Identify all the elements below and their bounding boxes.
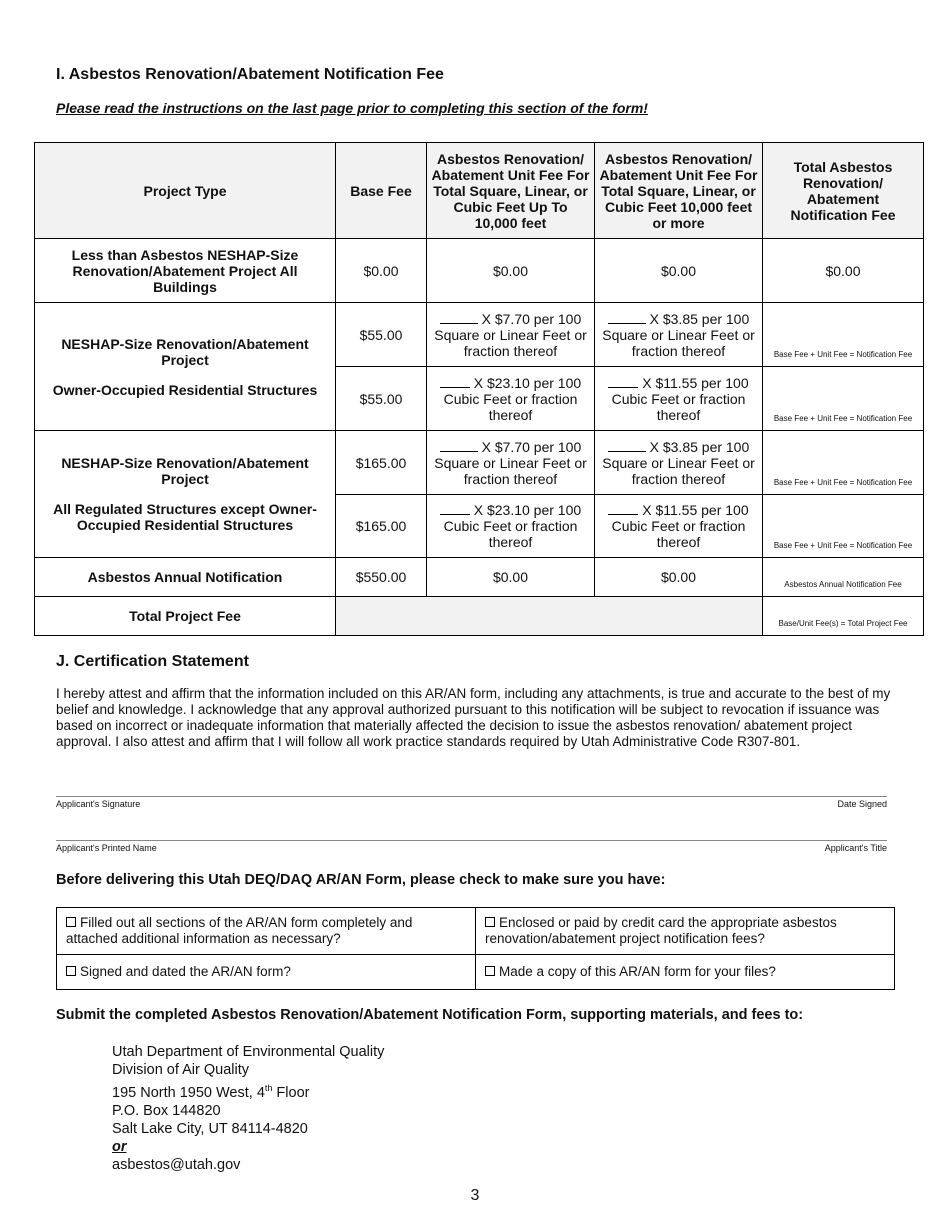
regulated-r1-over: X $3.85 per 100 Square or Linear Feet or fraction thereof [602,438,755,487]
applicant-title-label: Applicant's Title [824,843,887,853]
checkbox-icon[interactable] [485,917,495,927]
printed-name-label: Applicant's Printed Name [56,843,157,853]
address-floor: Floor [272,1084,310,1101]
address-street: 195 North 1950 West, 4 [112,1084,265,1101]
regulated-r2-over-blank[interactable] [608,502,638,515]
row-small-under: $0.00 [427,239,595,303]
regulated-type-b: All Regulated Structures except Owner-Occupied Residential Structures [53,501,317,533]
table-row [35,597,924,636]
row-total-type: Total Project Fee [35,597,336,636]
regulated-r1-over-blank[interactable] [608,439,646,452]
residential-type-a: NESHAP-Size Renovation/Abatement Project [61,335,309,368]
header-project-type: Project Type [35,143,336,239]
checkbox-icon[interactable] [485,966,495,976]
residential-r2-under: X $23.10 per 100 Cubic Feet or fraction thereof [443,374,582,423]
residential-r1-total[interactable]: Base Fee + Unit Fee = Notification Fee [763,303,924,367]
residential-r2-total[interactable]: Base Fee + Unit Fee = Notification Fee [763,367,924,431]
table-row [57,955,895,990]
row-annual-type: Asbestos Annual Notification [35,558,336,597]
checklist-item-label: Enclosed or paid by credit card the appropriate asbestos renovation/abatement project notification fees? [485,915,837,946]
row-small-type: Less than Asbestos NESHAP-Size Renovation/Abatement Project All Buildings [35,239,336,303]
regulated-r2-under-cell [427,495,595,558]
checklist-heading: Before delivering this Utah DEQ/DAQ AR/AN Form, please check to make sure you have: [56,872,666,888]
residential-r2-over-cell [595,367,763,431]
row-total-total[interactable]: Base/Unit Fee(s) = Total Project Fee [763,597,924,636]
checklist-item-label: Made a copy of this AR/AN form for your files? [499,964,776,979]
residential-r1-base: $55.00 [336,303,427,367]
regulated-r1-over-cell [595,431,763,495]
table-row [35,239,924,303]
residential-r1-over-blank[interactable] [608,311,646,324]
regulated-r2-total[interactable]: Base Fee + Unit Fee = Notification Fee [763,495,924,558]
residential-r2-over-blank[interactable] [608,375,638,388]
header-total-fee: Total Asbestos Renovation/ Abatement Notification Fee [763,143,924,239]
section-i-title: I. Asbestos Renovation/Abatement Notification Fee [56,66,444,83]
regulated-r2-under: X $23.10 per 100 Cubic Feet or fraction thereof [443,502,582,550]
signature-line[interactable] [56,796,887,797]
address-line: Division of Air Quality [112,1062,249,1078]
section-j-title: J. Certification Statement [56,653,249,670]
header-unit-fee-under-10000: Asbestos Renovation/ Abatement Unit Fee For Total Square, Linear, or Cubic Feet Up To 10,000 feet [427,143,595,239]
row-annual-under: $0.00 [427,558,595,597]
address-line [112,1079,384,1102]
row-small-base: $0.00 [336,239,427,303]
checklist-item-label: Signed and dated the AR/AN form? [80,964,291,979]
row-total-shaded [336,597,763,636]
checklist-item [476,908,895,955]
residential-r1-under: X $7.70 per 100 Square or Linear Feet or fraction thereof [434,310,587,359]
signature-label: Applicant's Signature [56,799,141,809]
submit-heading: Submit the completed Asbestos Renovation/Abatement Notification Form, supporting materials, and fees to: [56,1007,804,1023]
address-line: Salt Lake City, UT 84114-4820 [112,1120,308,1137]
regulated-r1-under-cell [427,431,595,495]
checkbox-icon[interactable] [66,966,76,976]
address-ordinal: th [264,1083,273,1093]
residential-r1-under-blank[interactable] [440,311,478,324]
row-small-over: $0.00 [595,239,763,303]
residential-r1-under-cell [427,303,595,367]
regulated-r2-base: $165.00 [336,495,427,558]
checklist-item [57,908,476,955]
regulated-r1-total[interactable]: Base Fee + Unit Fee = Notification Fee [763,431,924,495]
residential-r1-over: X $3.85 per 100 Square or Linear Feet or fraction thereof [602,310,755,359]
fee-table [34,142,924,636]
residential-r2-under-cell [427,367,595,431]
page-number: 3 [470,1187,480,1204]
regulated-r2-under-blank[interactable] [440,502,470,515]
row-annual-total[interactable]: Asbestos Annual Notification Fee [763,558,924,597]
regulated-r1-under: X $7.70 per 100 Square or Linear Feet or fraction thereof [434,438,587,487]
header-unit-fee-over-10000: Asbestos Renovation/ Abatement Unit Fee For Total Square, Linear, or Cubic Feet 10,000 feet or more [595,143,763,239]
checklist-item-label: Filled out all sections of the AR/AN form completely and attached additional information as necessary? [66,915,413,946]
residential-r1-over-cell [595,303,763,367]
residential-project-type [35,303,336,431]
regulated-project-type [35,431,336,558]
address-line: P.O. Box 144820 [112,1102,221,1119]
checklist-item [476,955,895,990]
row-small-total: $0.00 [763,239,924,303]
table-row [35,431,924,495]
table-row [57,908,895,955]
regulated-r2-over: X $11.55 per 100 Cubic Feet or fraction thereof [611,502,749,550]
address-line: Utah Department of Environmental Quality [112,1044,385,1060]
residential-r2-base: $55.00 [336,367,427,431]
certification-text: I hereby attest and affirm that the information included on this AR/AN form, including any attachments, is true and accurate to the best of my belief and knowledge. I acknowledge that any approval authorized pursuant to this notification will be subject to revocation if issuance was based on incorrect or inadequate information that materially affected the decision to issue the asbestos renovation/ abatement project approval. I also attest and affirm that I will follow all work practice standards required by Utah Administrative Code R307-801. [56,686,891,749]
checklist-item [57,955,476,990]
date-signed-label: Date Signed [837,799,887,809]
checkbox-icon[interactable] [66,917,76,927]
regulated-r1-base: $165.00 [336,431,427,495]
email-address[interactable]: asbestos@utah.gov [112,1156,241,1173]
row-annual-over: $0.00 [595,558,763,597]
checklist-table [56,907,895,990]
fee-table-header-row [35,143,924,239]
table-row [35,558,924,597]
residential-type-b: Owner-Occupied Residential Structures [52,381,318,398]
printed-name-line[interactable] [56,840,887,841]
table-row [35,303,924,367]
residential-r2-under-blank[interactable] [440,375,470,388]
address-or: or [112,1138,127,1155]
mailing-address [112,1043,384,1174]
header-base-fee: Base Fee [336,143,427,239]
regulated-r2-over-cell [595,495,763,558]
section-i-instruction: Please read the instructions on the last page prior to completing this section of the form! [56,100,648,116]
row-annual-base: $550.00 [336,558,427,597]
residential-r2-over: X $11.55 per 100 Cubic Feet or fraction thereof [611,374,749,423]
regulated-type-a: NESHAP-Size Renovation/Abatement Project [61,455,309,487]
regulated-r1-under-blank[interactable] [440,439,478,452]
